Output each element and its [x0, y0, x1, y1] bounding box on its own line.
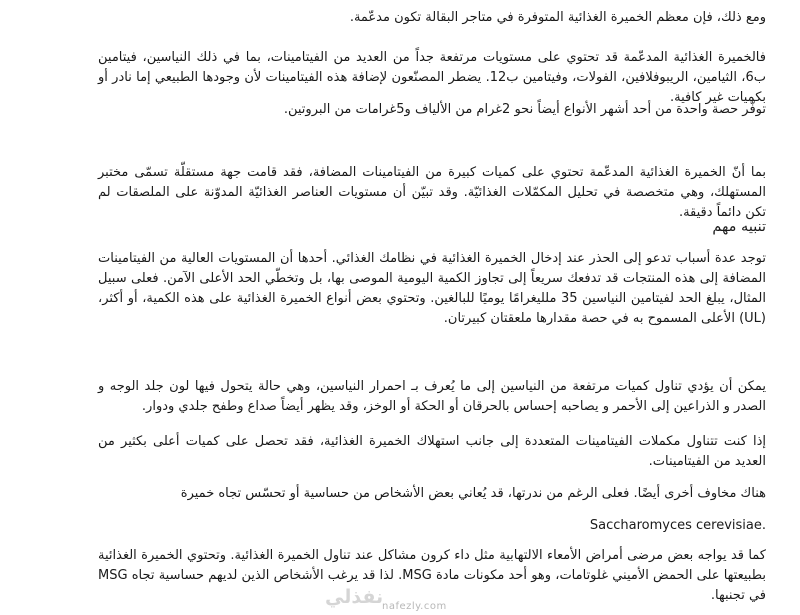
watermark-domain: nafezly.com: [382, 601, 447, 612]
heading-important-warning: تنبيه مهم: [712, 219, 766, 235]
watermark-logo: نفذلي: [325, 586, 384, 608]
paragraph-fiber-protein: توفّر حصة واحدة من أحد أشهر الأنواع أيضاً نحو 2غرام من الألياف و5غرامات من البروتين.: [283, 102, 766, 117]
paragraph-other-concerns: هناك مخاوف أخرى أيضًا. فعلى الرغم من ندرتها، قد يُعاني بعض الأشخاص من حساسية أو تحسّس تجاه خميرة: [180, 486, 766, 501]
paragraph-niacin-flush: يمكن أن يؤدي تناول كميات مرتفعة من النياسين إلى ما يُعرف بـ احمرار النياسين، وهي حالة يتحول فيها لون جلد الوجه و الصدر و الذراعين إلى الأحمر و يصاحبه إحساس بالحرقان أو الحكة أو الوخز، وقد يظهر أيضاً صداع وطفح جلدي ودوار.: [98, 379, 766, 414]
paragraph-caution-reasons: توجد عدة أسباب تدعو إلى الحذر عند إدخال الخميرة الغذائية في نظامك الغذائي. أحدها أن المستويات العالية من الفيتامينات المضافة إلى هذه المنتجات قد تدفعك سريعاً إلى تجاوز الكمية اليومية الموصى بها، بل وتخطّي الحد الأعلى الآمن. فعلى سبيل المثال، يبلغ الحد لفيتامين النياسين 35 ملليغرامًا يوميًا للبالغين. وتحتوي بعض أنواع الخميرة الغذائية على هذه الكمية، أو أكثر، (UL) الأعلى المسموح به في حصة مقدارها ملعقتان كبيرتان.: [98, 251, 767, 326]
species-name: Saccharomyces cerevisiae.: [589, 518, 766, 533]
paragraph-consumer-lab: بما أنّ الخميرة الغذائية المدعّمة تحتوي على كميات كبيرة من الفيتامينات المضافة، فقد قامت جهة مستقلّة تسمّى مختبر المستهلك، وهي متخصصة في تحليل المكمّلات الغذائيّة. وقد تبيّن أن مستويات العناصر الغذائيّة المدوّنة على الملصقات لم تكن دائماً دقيقة.: [98, 165, 766, 220]
paragraph-fortified-vitamins: فالخميرة الغذائية المدعّمة قد تحتوي على مستويات مرتفعة جداً من العديد من الفيتامينات، بما في ذلك النياسين، فيتامين ب6، الثيامين، الريبوفلافين، الفولات، وفيتامين ب12. يضطر المصنّعون لإضافة هذه الفيتامينات لأن وجودها الطبيعي إما نادر أو بكميات غير كافية.: [98, 50, 767, 105]
paragraph-ibd-msg: كما قد يواجه بعض مرضى أمراض الأمعاء الالتهابية مثل داء كرون مشاكل عند تناول الخميرة الغذائية. وتحتوي الخميرة الغذائية بطبيعتها على الحمض الأميني غلوتامات، وهو أحد مكونات مادة MSG. لذا قد يرغب الأشخاص الذين لديهم حساسية تجاه MSG في تجنبها.: [98, 548, 766, 603]
paragraph-fortified-intro: ومع ذلك، فإن معظم الخميرة الغذائية المتوفرة في متاجر البقالة تكون مدعّمة.: [349, 10, 766, 25]
paragraph-multivitamins: إذا كنت تتناول مكملات الفيتامينات المتعددة إلى جانب استهلاك الخميرة الغذائية، فقد تحصل على كميات أعلى بكثير من العديد من الفيتامينات.: [98, 434, 766, 469]
